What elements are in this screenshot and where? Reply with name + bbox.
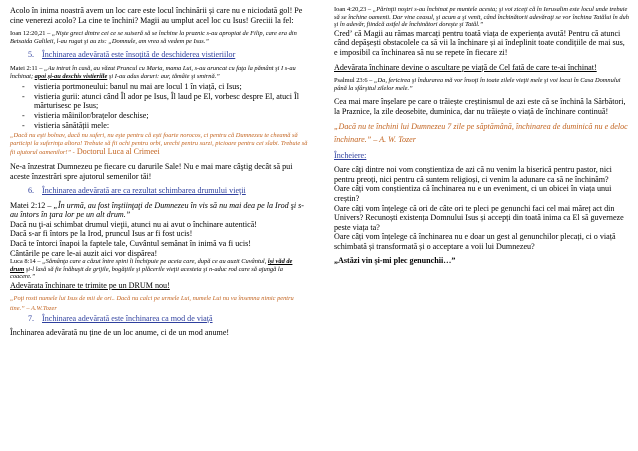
ioan-12-ref: Ioan 12:20,21 bbox=[10, 30, 46, 38]
section-5-heading bbox=[10, 50, 308, 60]
drum-line-3: Dacă te întorci înapoi la faptele tale, Cuvântul semănat în inimă va fi ucis! bbox=[10, 239, 251, 249]
matei-2-12-ref: Matei 2:12 bbox=[10, 200, 46, 210]
matei-2-11-emphasis: apoi şi-au deschis vistieriile bbox=[34, 72, 108, 80]
concluzie-title[interactable]: Încheiere: bbox=[334, 150, 367, 160]
luca-8-14-quote bbox=[10, 258, 308, 281]
drum-line-4: Cântările pe care le-ai auzit aici vor dispărea! bbox=[10, 248, 158, 258]
list-item: - vistieria gurii: atunci când Îl ador pe Isus, Îl laud pe El, vorbesc despre El, atuci Îl mărturisesc pe Isus; bbox=[22, 92, 308, 111]
section-7-heading bbox=[10, 314, 308, 324]
section-6-title[interactable]: Închinarea adevărată are ca rezultat schimbarea drumului vieţii bbox=[42, 186, 246, 196]
list-item: - vistieria portmoneului: banul nu mai are locul 1 în viață, ci Isus; bbox=[22, 82, 308, 92]
section-5-number: 5. bbox=[28, 50, 35, 60]
drum-line-2: Dacă s-ar fi întors pe la Irod, pruncul Isus ar fi fost ucis! bbox=[10, 229, 193, 239]
inzestrare-paragraph: Ne-a înzestrat Dumnezeu pe fiecare cu darurile Sale! Nu e mai mare câştig decât să pui aceste înzestrări spre ajutorul semenilor tăi! bbox=[10, 161, 293, 181]
matei-2-11-ref: Matei 2:11 bbox=[10, 64, 38, 72]
psalm-23-text: – „Da, fericirea şi îndurarea mă vor însoţi în toate zilele vieţii mele şi voi locui în Casa Domnului până la sfârşitul zilelor mele.” bbox=[334, 77, 621, 92]
luca-8-14-emphasis: își văd de drum bbox=[10, 258, 293, 273]
matei-2-12-text: – „În urmă, au fost înştiinţaţi de Dumnezeu în vis să nu mai dea pe la Irod şi s-au întors în ţara lor pe un alt drum.” bbox=[10, 200, 304, 220]
section-7-number: 7. bbox=[28, 313, 35, 323]
section-7-title[interactable]: Închinarea adevărată este închinarea ca mod de viaţă bbox=[42, 313, 213, 323]
right-column bbox=[334, 6, 630, 266]
luca-crimeei-author: Doctorul Luca al Crimeei bbox=[74, 147, 160, 157]
ioan-4-ref: Ioan 4:20,23 bbox=[334, 6, 367, 13]
luca-8-14-text-a: – „Sămânţa care a căzut între spini îi închipuie pe aceia care, după ce au auzit Cuvântul, bbox=[35, 258, 268, 266]
magi-paragraph: Credʼ că Magii au rămas marcați pentru toată viața de experiența avută! Pentru că atunci când depășești obstacolele ca să vii la închinare și ai îndeplinit toate condițiile de mai sus, e imposibil ca închinarea să nu se repete în fiecare zi! bbox=[334, 28, 625, 57]
list-item: - vistieria mâinilor/brațelor deschise; bbox=[22, 111, 308, 121]
tozer-quote-2: „Dacă nu te închini lui Dumnezeu 7 zile pe săptămână, închinarea de duminică nu e deloc închinare.” – A. W. Tozer bbox=[334, 121, 628, 144]
inselare-paragraph: Cea mai mare înșelare pe care o trăiește creștinismul de azi este că se închină la Sărbători, la Praznice, la zile deosebite, duminica, dar nu trăiește o viață de închinare continuă! bbox=[334, 97, 626, 116]
luca-crimeei-quote bbox=[10, 132, 308, 157]
section-5-title[interactable]: Închinarea adevărată este însoţită de deschiderea vistieriilor bbox=[42, 50, 236, 60]
left-column bbox=[10, 6, 308, 338]
concluzie-line-1: Oare câți dintre noi vom conștientiza de azi că nu venim la biserică pentru pastor, nici pentru preoți, nici pentru că suntem religioși, ci venim la adunare ca să ne închinăm? bbox=[334, 165, 612, 184]
final-right-line: „Astăzi vin și-mi plec genunchii…” bbox=[334, 256, 456, 266]
ioan-4-text: – „Părinţii noştri s-au închinat pe muntele acesta; şi voi ziceţi că în Ierusalim este locul unde trebuie să se închine oamenii. Dar vine ceasul, şi acum a şi venit, când închinătorii adevăraţi se vor închina Tatălui în duh şi în adevăr, fiindcă astfel de închinători doreşte şi Tatăl.” bbox=[334, 6, 629, 29]
matei-2-11-quote bbox=[10, 65, 308, 80]
final-left-line: Închinarea adevărată nu ține de un loc anume, ci de un mod anume! bbox=[10, 328, 230, 338]
intro-paragraph: Acolo în inima noastră avem un loc care este locul închinării și care nu e niciodată gol! Pe cine venerezi acolo? La cine te închini? Magii au umplut acel loc cu Isus! Greciii la fel: bbox=[10, 6, 303, 25]
psalm-23-quote bbox=[334, 77, 630, 92]
drum-nou-line: Adevărata închinare te trimite pe un DRUM nou! bbox=[10, 281, 170, 291]
vistierii-list bbox=[22, 82, 308, 130]
concluzie-line-4: Oare câți vom înțelege că închinarea nu e doar un gest al genunchilor plecați, ci o viață schimbată și transformată și o acceptare a voii lui Dumnezeu? bbox=[334, 232, 616, 251]
matei-2-12-quote bbox=[10, 201, 308, 220]
ascultare-heading: Adevărata închinare devine o ascultare pe viață de Cel fată de care te-ai închinat! bbox=[334, 62, 597, 72]
concluzie-line-2: Oare câți vom conștientiza că închinarea nu e un eveniment, ci un obicei în viața unui creștin? bbox=[334, 184, 612, 203]
drum-line-1: Dacă nu ţi-ai schimbat drumul vieţii, atunci nu ai avut o închinare autentică! bbox=[10, 219, 257, 229]
concluzie-line-3: Oare câți vom înțelege că ori de câte ori te pleci pe genunchi faci cel mai măreț act din Univers? Recunoști existența Domnului Isus și accepți din toată inima ca El să guverneze peste viața ta? bbox=[334, 203, 624, 232]
ioan-12-text: – „Nişte greci dintre cei ce se suiseră să se închine la praznic s-au apropiat de Filip, care era din Betsaida Galileii, l-au rugat şi au zis: „Domnule, am vrea să vedem pe Isus.” bbox=[10, 30, 297, 45]
ioan-4-quote bbox=[334, 6, 630, 29]
section-6-heading bbox=[10, 186, 308, 196]
matei-2-11-text-c: şi I-au adus daruri: aur, tămâie şi smirnă.” bbox=[107, 72, 220, 80]
matei-2-11-text-a: – „Au intrat în casă, au văzut Pruncul cu Maria, mama Lui, s-au aruncat cu faţa la pământ şi I s-au închinat; bbox=[10, 64, 296, 80]
section-6-number: 6. bbox=[28, 186, 35, 196]
luca-8-14-ref: Luca 8:14 bbox=[10, 258, 36, 266]
luca-crimeei-text: „Dacă nu eşti bolnav, dacă nu suferi, nu eşte pentru că eşti foarte norocos, ci pentru că Dumnezeu te cheamă să participi la suferinţa altora! Trebuie să fii ochi pentru orbi, urechi pentru surzi, picioare pentru cei slabi. Trebuie să fii ajutorul oamenilor!” - bbox=[10, 132, 308, 157]
ioan-12-quote bbox=[10, 30, 308, 45]
tozer-quote-1: „Poţi rosti numele lui Isus de mii de ori.. Dacă nu calci pe urmele Lui, numele Lui nu va însemna nimic pentru tine.” – A.W.Tozer bbox=[10, 294, 294, 312]
luca-8-14-text-c: şi-l lasă să fie înăbuşit de grijile, bogăţiile şi plăcerile vieţii acesteia şi n-aduc rod care să ajungă la coacere.” bbox=[10, 265, 283, 281]
psalm-23-ref: Psalmul 23:6 bbox=[334, 77, 368, 85]
list-item: - vistieria sănătății mele: bbox=[22, 121, 308, 131]
